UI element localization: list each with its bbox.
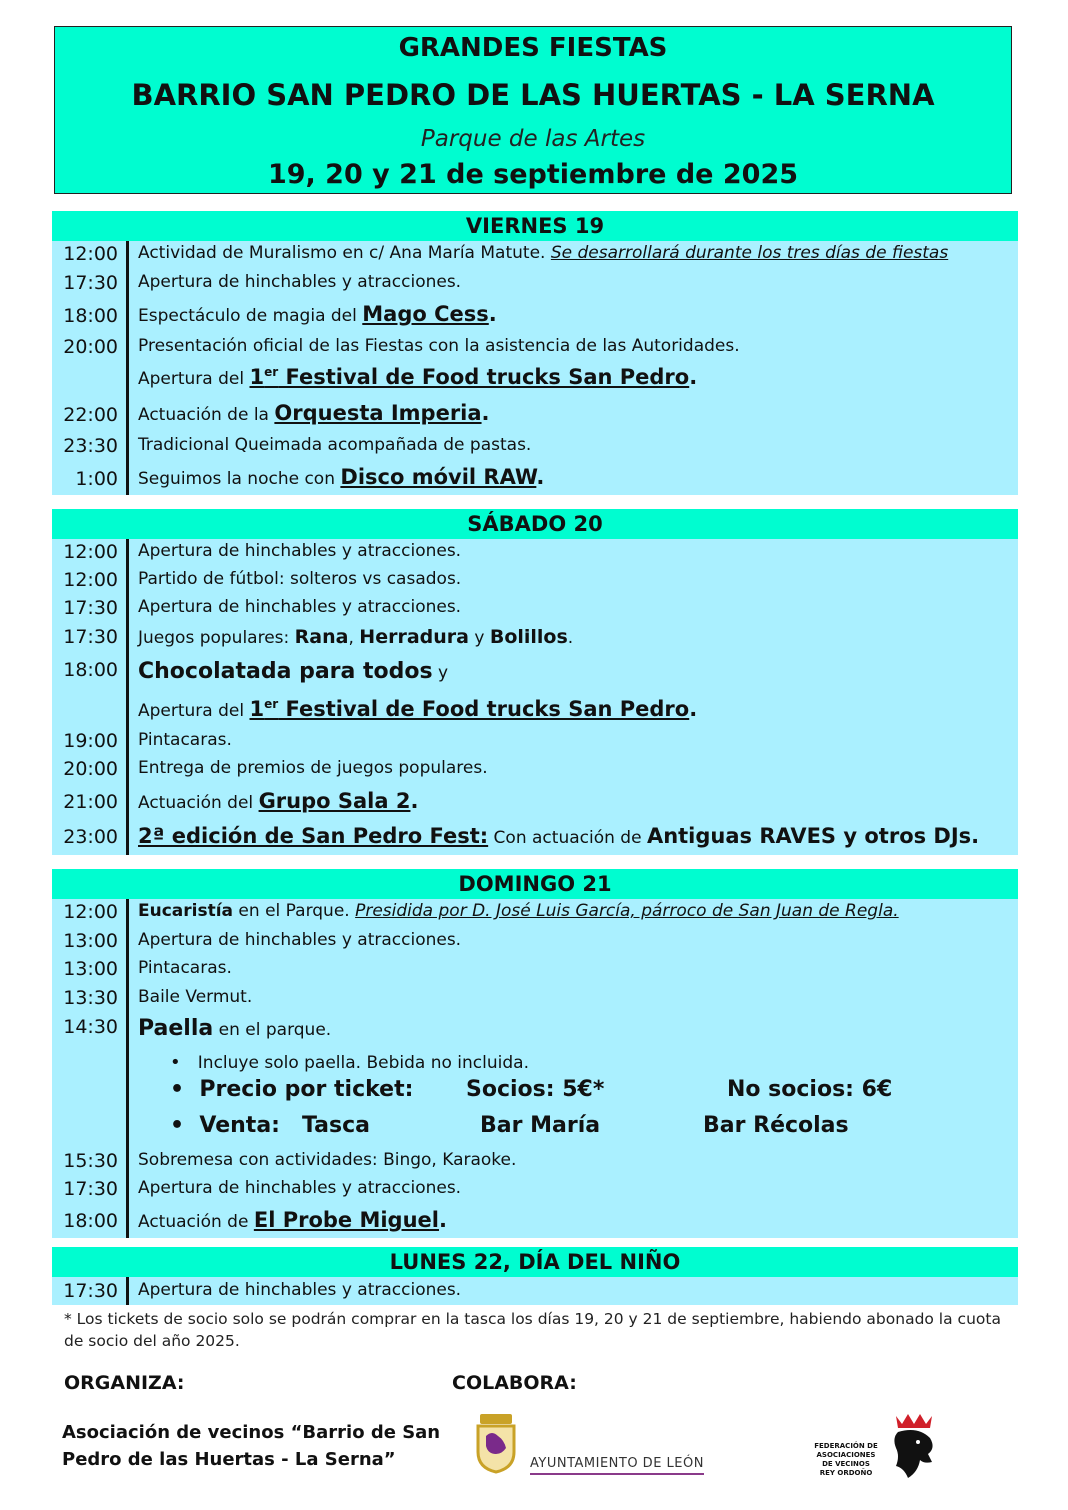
day-title: LUNES 22, DÍA DEL NIÑO	[52, 1247, 1018, 1277]
federation-lion-logo-icon	[888, 1412, 938, 1482]
day-title: DOMINGO 21	[52, 869, 1018, 899]
leon-coat-of-arms-icon	[472, 1412, 520, 1474]
federacion-label: FEDERACIÓN DE ASOCIACIONES DE VECINOS REY ORDOÑO	[814, 1442, 878, 1477]
divider	[126, 1277, 129, 1305]
divider	[126, 241, 129, 495]
footnote: * Los tickets de socio solo se podrán comprar en la tasca los días 19, 20 y 21 de septiembre, habiendo abonado la cuota de socio del año 2025.	[64, 1310, 1001, 1350]
day-sunday: DOMINGO 21 12:00 Eucaristía en el Parque. Presidida por D. José Luis García, párroco de San Juan de Regla. 13:00 Apertura de hinchables y atracciones. 13:00 Pintacaras. 13:30 Baile Vermut. 14:30 Paella en el parque. • Incluye solo paella. Bebida no incluida. • Precio por ticket: Socios: 5€* No socios: 6€ • Venta: Tasca Bar María Bar Récolas 15:30 Sobremesa con actividades: Bingo, Karaoke. 17:30 Apertura de hinchables y atracciones. 18:00 Actuación de El Probe Miguel.	[52, 869, 1018, 1238]
association-name-line1: Asociación de vecinos “Barrio de San	[62, 1422, 441, 1443]
divider	[126, 539, 129, 855]
header-subtitle: BARRIO SAN PEDRO DE LAS HUERTAS - LA SERNA	[131, 78, 935, 112]
colabora-label: COLABORA:	[452, 1372, 577, 1394]
organiza-label: ORGANIZA:	[64, 1372, 185, 1394]
day-title: VIERNES 19	[52, 211, 1018, 241]
divider	[126, 899, 129, 1238]
header-title: GRANDES FIESTAS	[398, 33, 668, 63]
day-title: SÁBADO 20	[52, 509, 1018, 539]
association-name-line2: Pedro de las Huertas - La Serna”	[62, 1449, 396, 1470]
day-saturday: SÁBADO 20 12:00 Apertura de hinchables y atracciones. 12:00 Partido de fútbol: solteros vs casados. 17:30 Apertura de hinchables y atracciones. 17:30 Juegos populares: Rana, Herradura y Bolillos. 18:00 Chocolatada para todos y Apertura del 1er Festival de Food trucks San Pedro. 19:00 Pintacaras. 20:00 Entrega de premios de juegos populares. 21:00 Actuación del Grupo Sala 2. 23:00 2ª edición de San Pedro Fest: Con actuación de Antiguas RAVES y otros DJs.	[52, 509, 1018, 855]
header-venue: Parque de las Artes	[420, 126, 646, 152]
day-friday: VIERNES 19 12:00 Actividad de Muralismo en c/ Ana María Matute. Se desarrollará durante los tres días de fiestas 17:30 Apertura de hinchables y atracciones. 18:00 Espectáculo de magia del Mago Cess. 20:00 Presentación oficial de las Fiestas con la asistencia de las Autoridades. Apertura del 1er Festival de Food trucks San Pedro. 22:00 Actuación de la Orquesta Imperia. 23:30 Tradicional Queimada acompañada de pastas. 1:00 Seguimos la noche con Disco móvil RAW.	[52, 211, 1018, 495]
ayuntamiento-label: AYUNTAMIENTO DE LEÓN	[530, 1456, 704, 1475]
header-banner	[54, 26, 1012, 194]
header-dates: 19, 20 y 21 de septiembre de 2025	[267, 159, 799, 190]
day-monday: LUNES 22, DÍA DEL NIÑO 17:30 Apertura de hinchables y atracciones.	[52, 1247, 1018, 1305]
